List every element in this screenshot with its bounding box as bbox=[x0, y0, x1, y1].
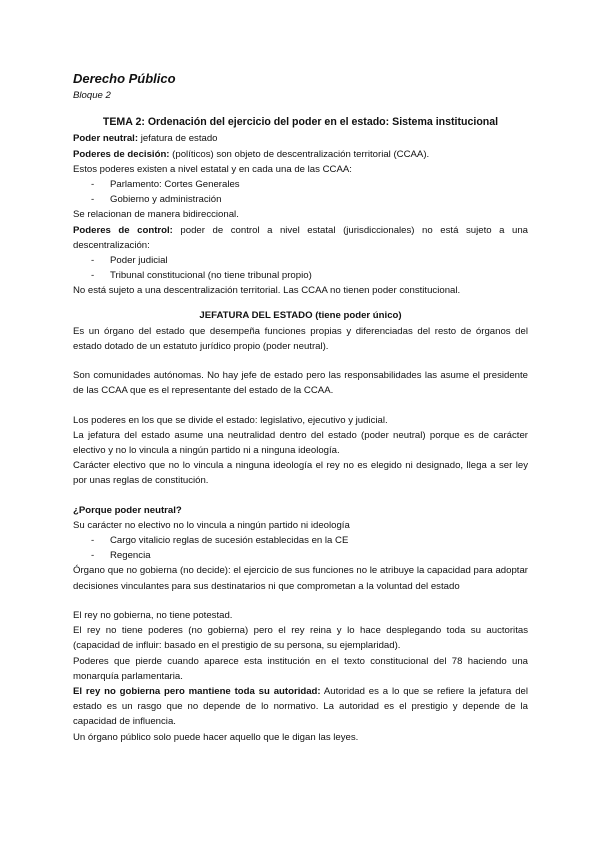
autoridad-label: El rey no gobierna pero mantiene toda su autoridad: bbox=[73, 685, 321, 697]
jefatura-heading: JEFATURA DEL ESTADO (tiene poder único) bbox=[199, 309, 402, 321]
spacer bbox=[73, 354, 528, 368]
bidireccional-text: Se relacionan de manera bidireccional. bbox=[73, 209, 239, 221]
document-subtitle: Bloque 2 bbox=[73, 90, 111, 101]
poderes-decision-text: (políticos) son objeto de descentralización territorial (CCAA). bbox=[169, 148, 430, 160]
poderes-control-line bbox=[73, 223, 528, 253]
poder-neutral-line bbox=[73, 131, 528, 146]
document-page bbox=[73, 70, 528, 745]
spacer bbox=[73, 299, 528, 308]
organo-publico-paragraph: Un órgano público solo puede hacer aquello que le digan las leyes. bbox=[73, 731, 359, 743]
decision-list bbox=[73, 177, 528, 207]
rey-paragraph: El rey no gobierna, no tiene potestad. bbox=[73, 609, 233, 621]
list-item: - Regencia bbox=[73, 548, 528, 563]
neutral-list bbox=[73, 533, 528, 563]
auctoritas-paragraph: El rey no tiene poderes (no gobierna) pero el rey reina y lo hace desplegando toda su auctoritas (capacidad de influir: basado en el prestigio de su persona, su ejemplaridad). bbox=[73, 625, 528, 652]
poderes-control-label: Poderes de control: bbox=[73, 224, 173, 236]
list-item: - Gobierno y administración bbox=[73, 192, 528, 207]
list-item: - Cargo vitalicio reglas de sucesión establecidas en la CE bbox=[73, 533, 528, 548]
ccaa-paragraph: Son comunidades autónomas. No hay jefe de estado pero las responsabilidades las asume el presidente de las CCAA que es el representante del estado de la CCAA. bbox=[73, 370, 528, 397]
neutralidad-paragraph: La jefatura del estado asume una neutralidad dentro del estado (poder neutral) porque es de carácter electivo y no lo vincula a ningún partido ni a ninguna ideología. bbox=[73, 429, 528, 457]
tema-heading: TEMA 2: Ordenación del ejercicio del poder en el estado: Sistema institucional bbox=[102, 116, 499, 129]
organo-paragraph: Órgano que no gobierna (no decide): el ejercicio de sus funciones no le atribuye la capacidad para adoptar decisiones vinculantes para sus destinatarios ni que comprometan a la voluntad del estado bbox=[73, 565, 528, 592]
caracter-electivo-paragraph: Carácter electivo que no lo vincula a ninguna ideología el rey no es elegido ni designado, llega a ser ley por unas reglas de constitución. bbox=[73, 460, 528, 487]
spacer bbox=[73, 399, 528, 413]
poder-neutral-label: Poder neutral: bbox=[73, 133, 139, 145]
spacer bbox=[73, 594, 528, 608]
autoridad-text: Autoridad es a lo que se refiere la jefatura del estado es un rasgo que no depende de lo normativo. La autoridad es el prestigio y depende de la capacidad de influencia. bbox=[73, 685, 528, 728]
niveles-text: Estos poderes existen a nivel estatal y en cada una de las CCAA: bbox=[73, 163, 352, 175]
autoridad-paragraph bbox=[73, 684, 528, 730]
poderes-control-text: poder de control a nivel estatal (jurisdiccionales) no está sujeto a una descentralización: bbox=[73, 224, 529, 251]
jefatura-paragraph: Es un órgano del estado que desempeña funciones propias y diferenciadas del resto de órganos del estado dotado de un estatuto jurídico propio (poder neutral). bbox=[73, 325, 528, 353]
neutral-intro: Su carácter no electivo no lo vincula a ningún partido ni ideología bbox=[73, 519, 350, 531]
list-item: - Tribunal constitucional (no tiene tribunal propio) bbox=[73, 268, 528, 283]
poderes-decision-label: Poderes de decisión: bbox=[73, 148, 170, 160]
spacer bbox=[73, 489, 528, 503]
list-item: - Parlamento: Cortes Generales bbox=[73, 177, 528, 192]
poder-neutral-question: ¿Porque poder neutral? bbox=[73, 504, 182, 516]
list-item: - Poder judicial bbox=[73, 253, 528, 268]
no-sujeto-text: No está sujeto a una descentralización territorial. Las CCAA no tienen poder constitucional. bbox=[73, 285, 461, 297]
control-list bbox=[73, 253, 528, 283]
poderes-decision-line bbox=[73, 147, 528, 162]
poderes-pierde-paragraph: Poderes que pierde cuando aparece esta institución en el texto constitucional del 78 haciendo una monarquía parlamentaria. bbox=[73, 655, 528, 682]
document-title: Derecho Público bbox=[73, 71, 176, 86]
poder-neutral-text: jefatura de estado bbox=[138, 133, 218, 145]
poderes-estado-paragraph: Los poderes en los que se divide el estado: legislativo, ejecutivo y judicial. bbox=[73, 414, 388, 426]
